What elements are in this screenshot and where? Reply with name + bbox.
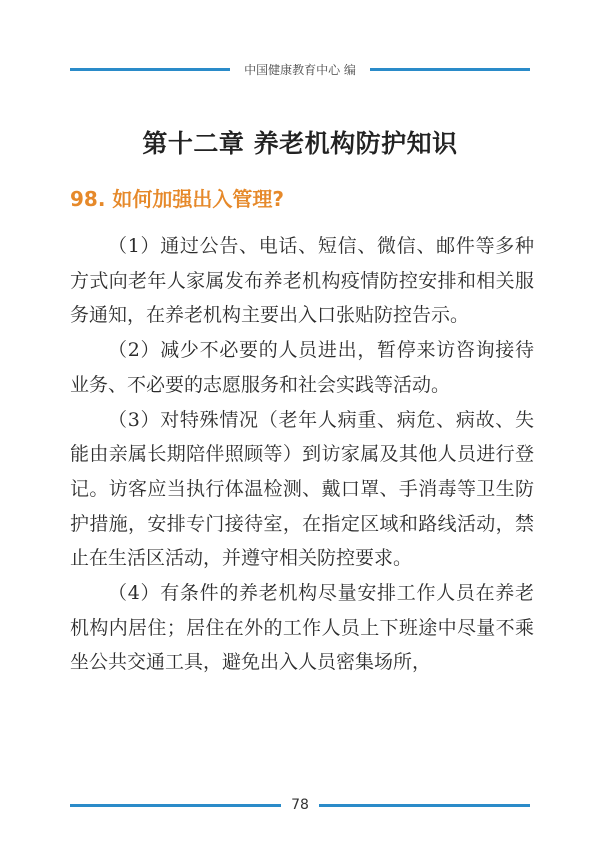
chapter-title: 第十二章 养老机构防护知识 — [142, 129, 458, 158]
page-header — [70, 58, 530, 80]
paragraph-2: （2）减少不必要的人员进出，暂停来访咨询接待业务、不必要的志愿服务和社会实践等活动。 — [70, 339, 534, 396]
header-rule-left — [70, 68, 230, 71]
page-number: 78 — [291, 797, 309, 813]
footer-rule-left — [70, 804, 281, 807]
header-rule-right — [370, 68, 530, 71]
section-title: 98. 如何加强出入管理? — [70, 187, 284, 211]
footer-rule-right — [319, 804, 530, 807]
paragraph-1: （1）通过公告、电话、短信、微信、邮件等多种方式向老年人家属发布养老机构疫情防控安排和相关服务通知，在养老机构主要出入口张贴防控告示。 — [70, 235, 534, 327]
page-footer — [70, 794, 530, 816]
body-text — [70, 229, 534, 680]
publisher-credit: 中国健康教育中心 编 — [244, 62, 356, 77]
paragraph-4: （4）有条件的养老机构尽量安排工作人员在养老机构内居住；居住在外的工作人员上下班途中尽量不乘坐公共交通工具，避免出入人员密集场所， — [70, 582, 534, 674]
paragraph-3: （3）对特殊情况（老年人病重、病危、病故、失能由亲属长期陪伴照顾等）到访家属及其他人员进行登记。访客应当执行体温检测、戴口罩、手消毒等卫生防护措施，安排专门接待室，在指定区域和路线活动，禁止在生活区活动，并遵守相关防控要求。 — [70, 408, 534, 570]
